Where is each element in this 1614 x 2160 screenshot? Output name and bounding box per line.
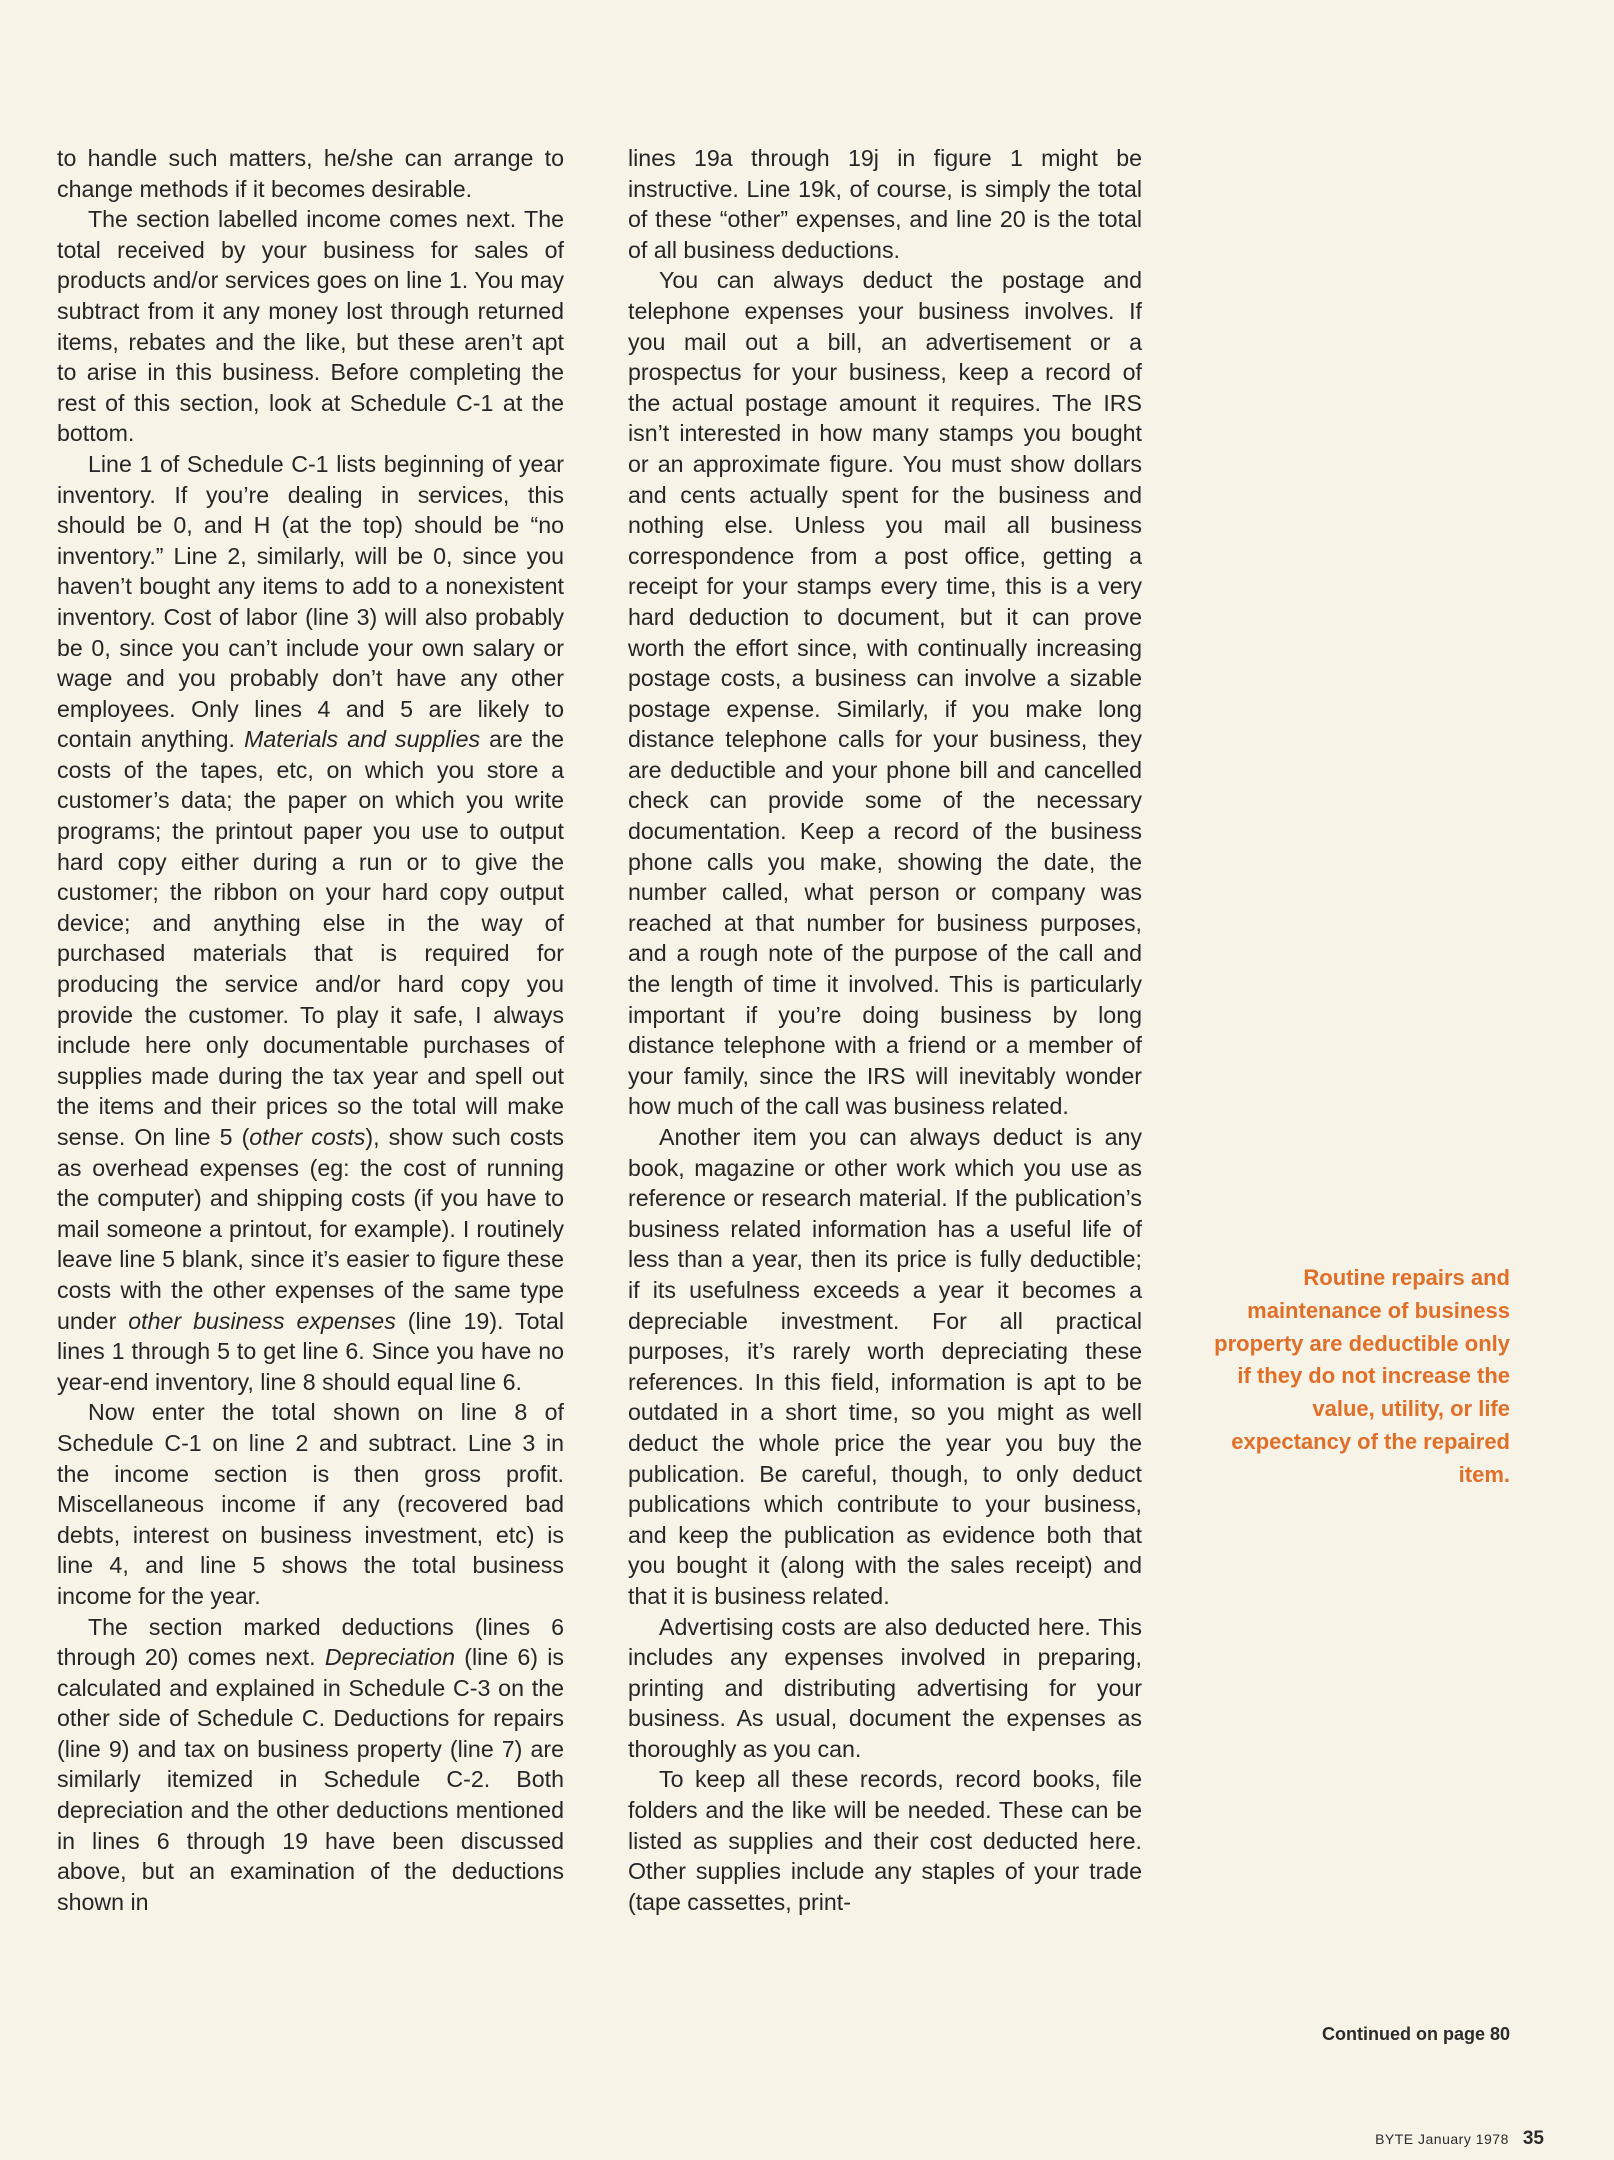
paragraph: [628, 1122, 1142, 1612]
footer-magazine-issue: BYTE January 1978: [1375, 2131, 1509, 2147]
paragraph-text: The section marked deductions (lines 6 through 20) comes next.: [57, 1613, 564, 1671]
paragraph: [628, 1612, 1142, 1765]
paragraph-text: are the costs of the tapes, etc, on which you store a customer’s data; the paper on which you write programs; the printout paper you use to output hard copy either during a run or to give the customer; the ribbon on your hard copy output device; and anything else in the way of purchased materials that is required for producing the service and/or hard copy you provide the customer. To play it safe, I always include here only documentable purchases of supplies made during the tax year and spell out the items and their prices so the total will make sense. On line 5 (: [57, 726, 565, 1150]
footer-page-number: 35: [1522, 2128, 1544, 2149]
italic-term: Materials and supplies: [244, 726, 481, 753]
paragraph-text: lines 19a through 19j in figure 1 might be instructive. Line 19k, of course, is simply the total of these “other” expenses, and line 20 is the total of all business deductions.: [628, 145, 1142, 263]
paragraph-text: (line 6) is calculated and explained in Schedule C-3 on the other side of Schedule C. Deductions for repairs (line 9) and tax on business property (line 7) are similarly itemized in Schedule C-2. Both depreciation and the other deductions mentioned in lines 6 through 19 have been discussed above, but an examination of the deductions shown in: [57, 1644, 564, 1915]
paragraph-text: To keep all these records, record books, file folders and the like will be needed. These can be listed as supplies and their cost deducted here. Other supplies include any staples of your trade (tape cassettes, print-: [628, 1766, 1142, 1915]
italic-term: other costs: [249, 1124, 366, 1150]
paragraph-text: The section labelled income comes next. The total received by your business for sales of products and/or services goes on line 1. You may subtract from it any money lost through returned items, rebates and the like, but these aren’t apt to arise in this business. Before completing the rest of this section, look at Schedule C-1 at the bottom.: [57, 206, 564, 447]
paragraph: [57, 449, 564, 1397]
paragraph-text: Line 1 of Schedule C-1 lists beginning of year inventory. If you’re dealing in services, this should be 0, and H (at the top) should be “no inventory.” Line 2, similarly, will be 0, since you haven’t bought any items to add to a nonexistent inventory. Cost of labor (line 3) will also probably be 0, since you can’t include your own salary or wage and you probably don’t have any other employees. Only lines 4 and 5 are likely to contain anything.: [57, 450, 564, 753]
paragraph-text: Advertising costs are also deducted here. This includes any expenses involved in preparing, printing and distributing advertising for your business. As usual, document the expenses as thoroughly as you can.: [628, 1613, 1142, 1762]
paragraph: [57, 204, 564, 449]
paragraph-text: (line 19). Total lines 1 through 5 to get line 6. Since you have no year-end inventory, line 8 should equal line 6.: [57, 1307, 565, 1395]
paragraph-text: Now enter the total shown on line 8 of Schedule C-1 on line 2 and subtract. Line 3 in the income section is then gross profit. Miscellaneous income if any (recovered bad debts, interest on business investment, etc) is line 4, and line 5 shows the total business income for the year.: [57, 1399, 564, 1609]
italic-term: other business expenses: [128, 1307, 396, 1334]
paragraph: [628, 143, 1142, 265]
paragraph: [57, 1612, 564, 1918]
paragraph-text: You can always deduct the postage and telephone expenses your business involves. If you mail out a bill, an advertisement or a prospectus for your business, keep a record of the actual postage amount it requires. The IRS isn’t interested in how many stamps you bought or an approximate figure. You must show dollars and cents actually spent for the business and nothing else. Unless you mail all business correspondence from a post office, getting a receipt for your stamps every time, this is a very hard deduction to document, but it can prove worth the effort since, with continually increasing postage costs, a business can involve a sizable postage expense. Similarly, if you make long distance telephone calls for your business, they are deductible and your phone bill and cancelled check can provide some of the necessary documentation. Keep a record of the business phone calls you make, showing the date, the number called, what person or company was reached at that number for business purposes, and a rough note of the purpose of the call and the length of time it involved. This is particularly important if you’re doing business by long distance telephone with a friend or a member of your family, since the IRS will inevitably wonder how much of the call was business related.: [628, 267, 1142, 1120]
article-column-middle: [628, 143, 1142, 1917]
paragraph: [57, 143, 564, 204]
paragraph: [628, 265, 1142, 1122]
pull-quote: Routine repairs and maintenance of business property are deductible only if they do not increase the value, utility, or life expectancy of the repaired item.: [1214, 1265, 1510, 1487]
page-footer: [1250, 2128, 1544, 2150]
italic-term: Depreciation: [324, 1644, 455, 1671]
continued-on-page-note: Continued on page 80: [1321, 2024, 1510, 2044]
paragraph: [57, 1397, 564, 1611]
paragraph-text: to handle such matters, he/she can arrange to change methods if it becomes desirable.: [57, 145, 564, 202]
paragraph-text: Another item you can always deduct is any book, magazine or other work which you use as reference or research material. If the publication’s business related information has a useful life of less than a year, then its price is fully deductible; if its usefulness exceeds a year it becomes a depreciable investment. For all practical purposes, it’s rarely worth depreciating these references. In this field, information is apt to be outdated in a short time, so you might as well deduct the whole price the year you buy the publication. Be careful, though, to only deduct publications which contribute to your business, and keep the publication as evidence both that you bought it (along with the sales receipt) and that it is business related.: [628, 1124, 1142, 1609]
paragraph: [628, 1764, 1142, 1917]
paragraph-text: ), show such costs as overhead expenses (eg: the cost of running the computer) and shipping costs (if you have to mail someone a printout, for example). I routinely leave line 5 blank, since it’s easier to figure these costs with the other expenses of the same type under: [57, 1124, 564, 1334]
article-column-left: [57, 143, 564, 1917]
